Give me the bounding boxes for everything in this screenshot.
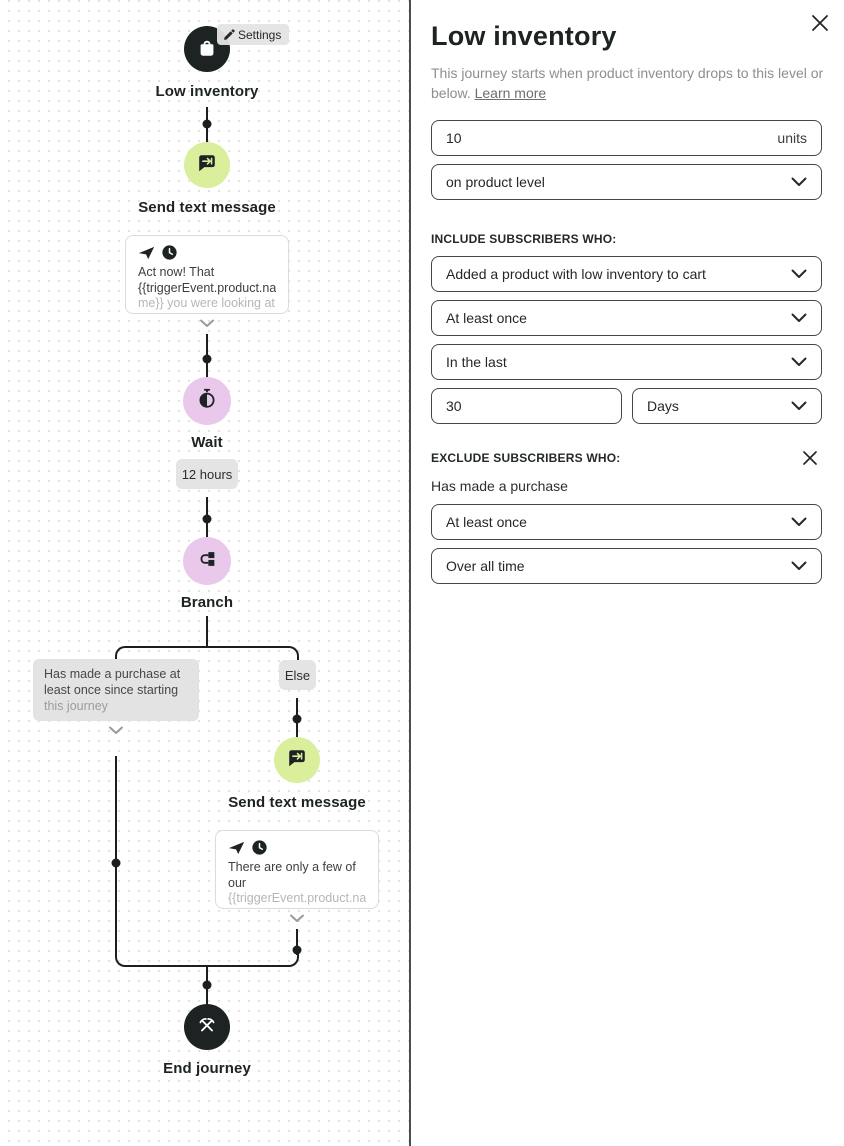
wait-node[interactable]	[183, 377, 231, 425]
expand-chevron-icon[interactable]	[200, 319, 215, 328]
window-value-input[interactable]	[446, 398, 607, 414]
trigger-node-label: Low inventory	[155, 83, 259, 100]
close-panel-icon[interactable]	[810, 13, 830, 33]
condition-text-line: this journey	[44, 699, 108, 713]
send-arrow-icon	[228, 841, 245, 855]
trigger-settings-panel	[409, 0, 844, 1146]
wait-duration-badge: 12 hours	[176, 459, 238, 489]
select-value: At least once	[446, 310, 527, 326]
connector-dot	[203, 981, 212, 990]
message-text-line: Act now! That	[138, 265, 215, 279]
settings-label: Settings	[238, 27, 282, 42]
connector-dot	[293, 715, 302, 724]
chevron-down-icon	[791, 561, 807, 571]
exclude-event-text: Has made a purchase	[431, 478, 568, 494]
branch-split-icon	[196, 548, 218, 575]
units-suffix: units	[777, 130, 807, 146]
chevron-down-icon	[791, 357, 807, 367]
wait-node-label: Wait	[191, 434, 223, 451]
select-value: In the last	[446, 354, 507, 370]
chevron-down-icon	[791, 313, 807, 323]
connector-dot	[112, 859, 121, 868]
chat-bubble-send-icon	[286, 747, 308, 774]
journey-canvas[interactable]	[0, 0, 409, 1146]
connector-line	[115, 756, 117, 955]
message-text-line: me}} you were looking at	[138, 296, 275, 310]
chevron-down-icon	[791, 269, 807, 279]
connector-dot	[203, 355, 212, 364]
window-value-field	[431, 388, 622, 424]
branch-merge-connector	[115, 953, 299, 967]
crossed-axes-icon	[196, 1014, 218, 1041]
connector-line	[206, 616, 208, 648]
chat-bubble-send-icon	[196, 152, 218, 179]
units-field	[431, 120, 822, 156]
panel-description	[431, 63, 828, 103]
units-input[interactable]	[446, 130, 769, 146]
connector-dot	[203, 515, 212, 524]
expand-chevron-icon[interactable]	[290, 914, 305, 923]
exclude-section-header: EXCLUDE SUBSCRIBERS WHO:	[431, 451, 621, 465]
message-preview-card-2[interactable]	[215, 830, 379, 909]
expand-chevron-icon[interactable]	[109, 726, 124, 735]
settings-button[interactable]	[217, 24, 289, 45]
select-value: Over all time	[446, 558, 525, 574]
message-text-line: our	[228, 875, 247, 890]
select-value: At least once	[446, 514, 527, 530]
end-journey-node[interactable]	[184, 1004, 230, 1050]
send-message-node-2[interactable]	[274, 737, 320, 783]
branch-split-connector	[115, 646, 299, 660]
include-frequency-select[interactable]	[431, 300, 822, 336]
remove-exclude-filter-icon[interactable]	[801, 449, 819, 467]
message-preview-card-1[interactable]	[125, 235, 289, 314]
select-value: Added a product with low inventory to cart	[446, 266, 706, 282]
else-branch-badge: Else	[279, 660, 316, 690]
exclude-frequency-select[interactable]	[431, 504, 822, 540]
condition-text-line: least once since starting	[44, 683, 179, 697]
description-text: This journey starts when product inventory drops to this level or below.	[431, 65, 824, 101]
learn-more-link[interactable]: Learn more	[474, 85, 547, 101]
send-message-node-1[interactable]	[184, 142, 230, 188]
send-message-node-2-label: Send text message	[228, 794, 366, 811]
chevron-down-icon	[791, 177, 807, 187]
end-journey-label: End journey	[163, 1060, 251, 1077]
message-text-line: {{triggerEvent.product.na	[138, 280, 276, 295]
branch-node[interactable]	[183, 537, 231, 585]
condition-text-line: Has made a purchase at	[44, 667, 181, 681]
clock-icon	[252, 840, 267, 855]
include-window-select[interactable]	[431, 344, 822, 380]
include-section-header: INCLUDE SUBSCRIBERS WHO:	[431, 232, 617, 246]
send-arrow-icon	[138, 246, 155, 260]
include-event-select[interactable]	[431, 256, 822, 292]
connector-dot	[203, 120, 212, 129]
select-value: on product level	[446, 174, 545, 190]
message-text-line: {{triggerEvent.product.na	[228, 891, 366, 905]
shopping-bag-icon	[196, 36, 218, 63]
clock-icon	[162, 245, 177, 260]
exclude-window-select[interactable]	[431, 548, 822, 584]
chevron-down-icon	[791, 517, 807, 527]
branch-node-label: Branch	[180, 594, 234, 611]
message-card-icons	[138, 245, 276, 260]
stopwatch-icon	[195, 387, 219, 416]
message-text-line: There are only a few of	[228, 860, 356, 874]
select-value: Days	[647, 398, 679, 414]
branch-condition-label	[33, 659, 199, 721]
chevron-down-icon	[791, 401, 807, 411]
panel-title: Low inventory	[431, 21, 617, 51]
inventory-level-select[interactable]	[431, 164, 822, 200]
pencil-icon	[223, 29, 235, 41]
message-card-icons	[228, 840, 366, 855]
send-message-node-1-label: Send text message	[138, 199, 276, 216]
window-unit-select[interactable]	[632, 388, 822, 424]
